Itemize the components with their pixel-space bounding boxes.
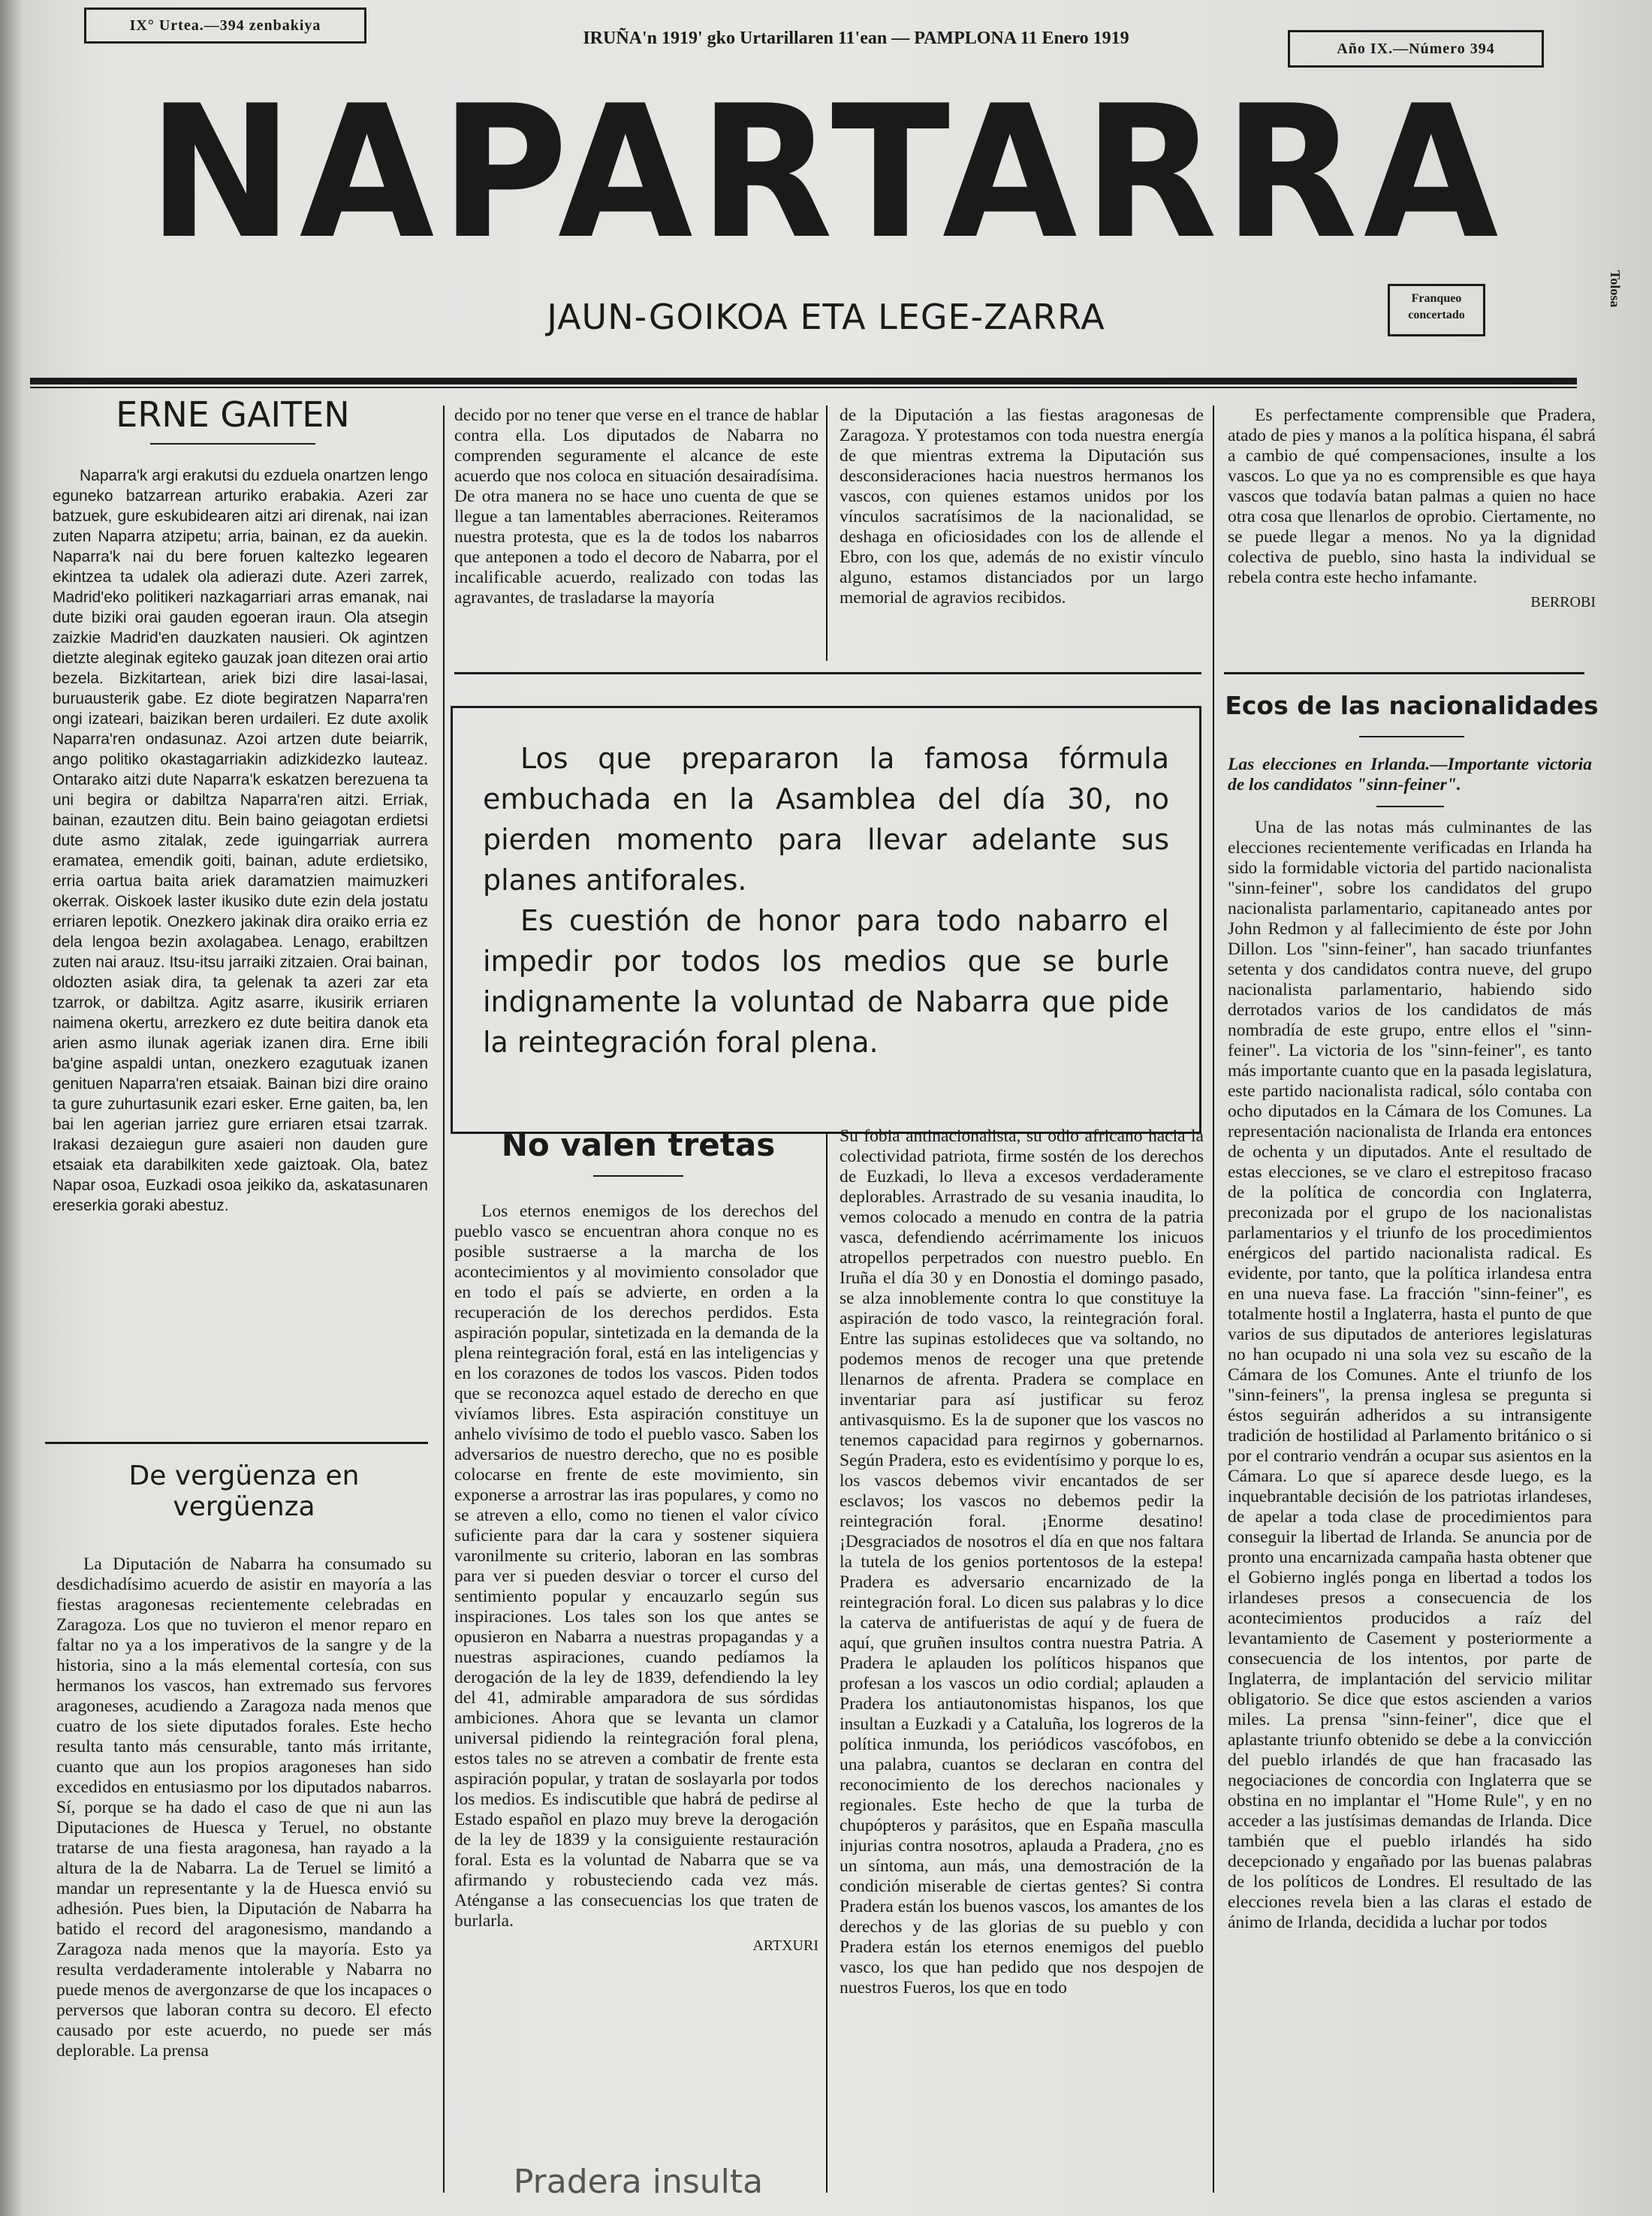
section-rule [1224,672,1584,674]
signature: BERROBI [1530,594,1596,611]
headline-rule [150,443,315,445]
article-text: Una de las notas más culminantes de las elecciones recientemente verificadas en Irlanda ha sido la formidable victoria del partido nacionalista "sinn-feiner", sobre los candidatos del grupo nacionalista parlamentario, capitaneado antes por John Redmon y al fallecimiento de éste por John Dillon. Los "sinn-feiner", han sacado triunfantes setenta y dos candidatos contra nueve, del grupo nacionalista parlamentario, habiendo sido derrotados varios de los candidatos de más nombradía de este grupo, entre ellos el "sinn-feiner". La victoria de los "sinn-feiner", es tanto más importante cuanto que en la pasada legislatura, este partido nacionalista radical, sólo contaba con ocho diputados en la Cámara de los Comunes. La representación nacionalista de Irlanda era entonces de ochenta y un diputados. Ante el resultado de estas elecciones, se ve claro el estrepitoso fracaso de la política de concordia con Inglaterra, preconizada por el grupo de los nacionalistas parlamentarios y el triunfo de los procedimientos enérgicos del partido nacionalista radical. Es evidente, por tanto, que la política irlandesa entra en una nueva fase. La fracción "sinn-feiner", es totalmente hostil a Inglaterra, hasta el punto de que varios de sus diputados de anteriores legislaturas no han ocupado ni una sola vez su escaño de la Cámara de los Comunes. Ante el triunfo de los "sinn-feiners", la prensa inglesa se pregunta si éstos seguirán adheridos a su intransigente tradición de hostilidad al Parlamento británico o si por el contrario vendrán a ocupar sus asientos en la Cámara. Lo que sí aparece desde luego, es la inquebrantable decisión de los patriotas irlandeses, de apelar a toda clase de procedimientos para conseguir la libertad de Irlanda. Se anuncia por de pronto una encarnizada campaña hasta obtener que el Gobierno inglés ponga en libertad a todos los irlandeses presos a consecuencia de los acontecimientos producidos a raíz del levantamiento de Casement y posteriormente a consecuencia de los intentos, por parte de Inglaterra, de implantación del servicio militar obligatorio. Se dice que estos ascienden a varios miles. La prensa "sinn-feiner", dice que el aplastante triunfo obtenido se debe a la convicción del pueblo irlandés de que han fracasado las negociaciones de concordia con Inglaterra que se obstina en no implantar el "Home Rule", y en no acceder a las justísimas demandas de Irlanda. Dice también que el pueblo irlandés ha sido decepcionado y engañado por las buenas palabras de los políticos de Londres. El resultado de las elecciones revela bien a las claras el estado de ánimo de Irlanda, decidida a luchar por todos [1228,818,1592,1932]
article-text: Naparra'k argi erakutsi du ezduela onartzen lengo eguneko batzarrean arturiko erabakia. Azeri zar batzuek, gure eskubidearen aitzi ari direnak, nai izan zuten Naparra atzipetu; arria, bainan, ez da auekin. Naparra'k nai du bere foruen kaltezko legearen ekintzea ta udalek ola adierazi dute. Azeri zarrek, Madrid'eko politikeri nazkagarriari arras emanak, nai dute biziki orai gauden egoeran iraun. Ola atsegin zaizkie Madrid'en dauzkaten nausieri. Ok agintzen dietzte aleginak egiteko gauzak joan ditezen orai artio bezela. Bizkitartean, ariek bizi dire lasai-lasai, buruausterik gabe. Ez diote begiratzen Naparra'ren ongi izateari, baizikan beren urdaileri. Ez dute axolik Naparra'ren ondasunaz. Azoi artzen dute beiarrik, ango politiko okastagarriakin adizkidezko lauteaz. Ontarako aitzi dute Naparra'k eskatzen berezuena ta uni begira or dabiltza Naparra'ren aitzi. Erriak, bainan, ezautzen ditu. Bein baino geiagotan erdietsi dute asmo zitalak, zede iguingarriak aurrera eramatea, emendik goiti, bainan, adute erdietsiko, erria oartua baita ariek daramatzien maimuzkeri okerrak. Oiskoek laster ikusiko dute ezin dela jostatu erriaren lepotik. Onezkero jakinak dira oraiko erria ez dela lengoa bezin axolagabea. Lenago, erabiltzen zuten nai arauz. Itsu-itsu jarraiki zitzaien. Orai bainan, oldozten asiak dira, ta gelenak ta azeri zar eta tzarrok, or dabiltza. Agitz asarre, ikusirik erriaren naimena okertu, arrezkero ez dute beitira danok eta arien asmo ilunak ageriak izanen dira. Erne ibili ba'gine aspaldi untan, onezkero ezagutuak izanen genituen Naparra'ren etsaiak. Bainan bizi dire oraino ta gure zuhurtasunik ezari esker. Erne gaiten, ba, len bai len agerian jarriez gure erriaren etsai tzarrak. Irakasi dezaiegun gure asaieri non dauden gure etsaiak eta darabilkiten xede gaiztoak. Ola, batez Napar osoa, Euzkadi osoa jeikiko da, askatasunaren ereserkia goraki abestuz. [53,467,428,1214]
headline-pradera-insulta: Pradera insulta [513,2163,764,2201]
article-subhead: Las elecciones en Irlanda.—Importante victoria de los candidatos "sinn-feiner". [1228,755,1592,794]
headline-rule [1359,736,1464,737]
article-verguenza [56,1554,432,2200]
boxed-notice [451,706,1201,1134]
header-rule-thin [30,387,1577,388]
headline-verguenza: De vergüenza en vergüenza [128,1461,360,1522]
article-text: Los eternos enemigos de los derechos del pueblo vasco se encuentran ahora conque no es posible sustraerse a la marcha de los acontecimientos y al movimiento consolador que en todo el país se advierte, en orden a la recuperación de los derechos perdidos. Esta aspiración popular, sintetizada en la demanda de la plena reintegración foral, está en las inteligencias y en los corazones de todos los vascos. Piden todos que se reconozca aquel estado de derecho en que vivíamos libres. Esta aspiración constituye un anhelo vivísimo de todo el pueblo vasco. Saben los adversarios de nuestro derecho, que no es posible colocarse en frente de este movimiento, sin exponerse a arrostrar las iras populares, y como no se atreven a ello, como no tienen el valor cívico suficiente para dar la cara y sostener siquiera varonilmente su criterio, laboran en las sombras para ver si pueden desviar o torcer el curso del sentimiento popular y encauzarlo según sus inspiraciones. Los tales son los que antes se opusieron en Nabarra a nuestras propagandas y a nuestras aspiraciones, cuando pedíamos la derogación de la ley de 1839, defendiendo la ley del 41, admirable amparadora de sus sórdidas ambiciones. Ahora que se levanta un clamor universal pidiendo la reintegración foral plena, estos tales no se atreven a combatir de frente esta aspiración popular, y tratan de soslayarla por todos los medios. Es indiscutible que habrá de pedirse al Estado español en plazo muy breve la derogación de la ley de 1839 y la consiguiente restauración foral. Esta es la voluntad de Nabarra que se va afirmando y robusteciendo cada vez más. Aténganse a las consecuencias los que traten de burlarla. [454,1201,818,1931]
article-col2-top [454,406,818,653]
notice-paragraph: Es cuestión de honor para todo nabarro el impedir por todos los medios que se burle indignamente la voluntad de Nabarra que pide la reintegración foral plena. [483,904,1169,1059]
subhead-rule [1376,806,1444,807]
section-rule [45,1442,428,1444]
article-no-valen-tretas [454,1201,818,2148]
headline-erne-gaiten: ERNE GAITEN [116,394,350,435]
article-col3-bottom [840,1126,1204,2200]
article-text: Su fobia antinacionalista, su odio africano hacia la colectividad patriota, firme sostén de los derechos de Euzkadi, lo lleva a excesos verdaderamente deplorables. Arrastrado de su vesania inaudita, lo vemos colocado a menudo en contra de la patria vasca, defendiendo acérrimamente los inicuos atropellos perpetrados con nuestro pueblo. En Iruña el día 30 y en Donostia el domingo pasado, se alza innoblemente contra lo que constituye la aspiración de todo vasco, la reintegración foral. Entre las supinas estolideces que va soltando, no podemos menos de recoger una que pretende llenarnos de afrenta. Pradera se complace en inventariar para así justificar su feroz antivasquismo. Es la de suponer que los vascos no tenemos capacidad para regirnos y gobernarnos. Según Pradera, esto es evidentísimo y porque lo es, los vascos debemos vivir encantados de ser esclavos; los vascos no debemos pedir la reintegración foral. ¡Enorme desatino! ¡Desgraciados de nosotros el día en que nos faltara la tutela de los genios portentosos de la estepa! Pradera es adversario encarnizado de la reintegración foral. Lo dicen sus palabras y lo dice la caterva de antifueristas de aquí y de fuera de aquí, que gruñen insultos contra nuestra Patria. A Pradera le aplauden los políticos hispanos que profesan a los vascos un odio cordial; aplauden a Pradera los antiautonomistas hispanos, los que insultan a Euzkadi y a Cataluña, los logreros de la política inmunda, los periódicos vascófobos, en una palabra, cuantos se declaran en contra del reconocimiento de los derechos nacionales y regionales. Este hecho de que la turba de chupópteros y parásitos, que en España masculla injurias contra nosotros, aplauda a Pradera, ¿no es un síntoma, aun más, una demostración de la condición miserable de ciertas gentes? Si contra Pradera están los buenos vascos, los amantes de los derechos y de las glorias de su pueblo y con Pradera están los eternos enemigos del pueblo vasco, los que han pedido que nos despojen de nuestros Fueros, los que en todo [840,1126,1204,1997]
section-rule [454,672,1201,674]
column-divider [1213,406,1214,2193]
article-text: Es perfectamente comprensible que Pradera, atado de pies y manos a la política hispana, él sabrá a cambio de qué compensaciones, insulte a los vascos. Lo que ya no es comprensible es que haya vascos que todavía batan palmas a quien no hace otra cosa que llenarlos de oprobio. Ciertamente, no se puede llegar a menos. No ya la dignidad colectiva de pueblo, sino hasta la individual se rebela contra este hecho infamante. [1228,406,1596,587]
dateline: IRUÑA'n 1919' gko Urtarillaren 11'ean — PAMPLONA 11 Enero 1919 [583,29,1129,48]
column-divider [443,406,445,2193]
masthead-title: NAPARTARRA [147,66,1505,279]
page-edge-shadow [0,0,23,2216]
column-divider [826,1134,828,2193]
article-text: de la Diputación a las fiestas aragonesas de Zaragoza. Y protestamos con toda nuestra energía de que mientras extrema la Diputación sus desconsideraciones hacia nuestros hermanos los vascos, con quienes estamos unidos por los vínculos sacratísimos de la nacionalidad, se deshaga en oficiosidades con los de allende el Ebro, con los que, además de no existir vínculo alguno, estamos distanciados por un largo memorial de agravios recibidos. [840,406,1204,608]
motto: JAUN-GOIKOA ETA LEGE-ZARRA [547,297,1105,337]
notice-paragraph: Los que prepararon la famosa fórmula embuchada en la Asamblea del día 30, no pierden momento para llevar adelante sus planes antiforales. [483,742,1169,897]
headline-ecos: Ecos de las nacionalidades [1225,691,1599,720]
issue-box-basque: IX° Urtea.—394 zenbakiya [84,8,366,44]
article-erne-gaiten [53,466,428,1397]
column-divider [826,406,828,661]
signature: ARTXURI [752,1937,818,1954]
side-label: Tolosa [1608,270,1623,308]
header-rule [30,378,1577,384]
headline-no-valen-tretas: No valen tretas [501,1126,776,1163]
article-ecos [1228,755,1592,2196]
article-col3-top [840,406,1204,653]
article-text: La Diputación de Nabarra ha consumado su desdichadísimo acuerdo de asistir en mayoría a las fiestas aragonesas recientemente celebradas en Zaragoza. Los que no tuvieron el menor reparo en faltar no ya a los imperativos de la sangre y de la historia, sino a la más elemental cortesía, con sus hermanos los vascos, han extremado sus fervores aragoneses, acudiendo a Zaragoza nada menos que cuatro de los siete diputados forales. Este hecho resulta tanto más censurable, tanto más irritante, cuanto que aun los propios aragoneses han sido excedidos en entusiasmo por los diputados nabarros. Sí, porque se ha dado el caso de que ni aun las Diputaciones de Huesca y Teruel, no obstante tratarse de una fiesta aragonesa, han rayado a la altura de la de Nabarra. La de Teruel se limitó a mandar un representante y la de Huesca envió su adhesión. Pues bien, la Diputación de Nabarra ha batido el record del aragonesismo, mandando a Zaragoza nada menos que la mayoría. Esto ya resulta verdaderamente intolerable y Nabarra no puede menos de avergonzarse de que los incapaces o perversos que laboran contra su decoro. El efecto causado por este acuerdo, no puede ser más deplorable. La prensa [56,1554,432,2061]
article-text: decido por no tener que verse en el trance de hablar contra ella. Los diputados de Nabarra no comprenden seguramente el alcance de este acuerdo que nos coloca en situación desairadísima. De otra manera no se hace uno cuenta de que se llegue a tan lamentables aberraciones. Reiteramos nuestra protesta, que es la de todos los nabarros que anteponen a todo el decoro de Nabarra, por el incalificable acuerdo, realizado con todas las agravantes, de trasladarse la mayoría [454,406,818,608]
issue-box-spanish: Año IX.—Número 394 [1288,30,1544,68]
franqueo-box: Franqueo concertado [1388,284,1485,336]
headline-rule [593,1175,683,1177]
article-col4-top [1228,406,1596,676]
